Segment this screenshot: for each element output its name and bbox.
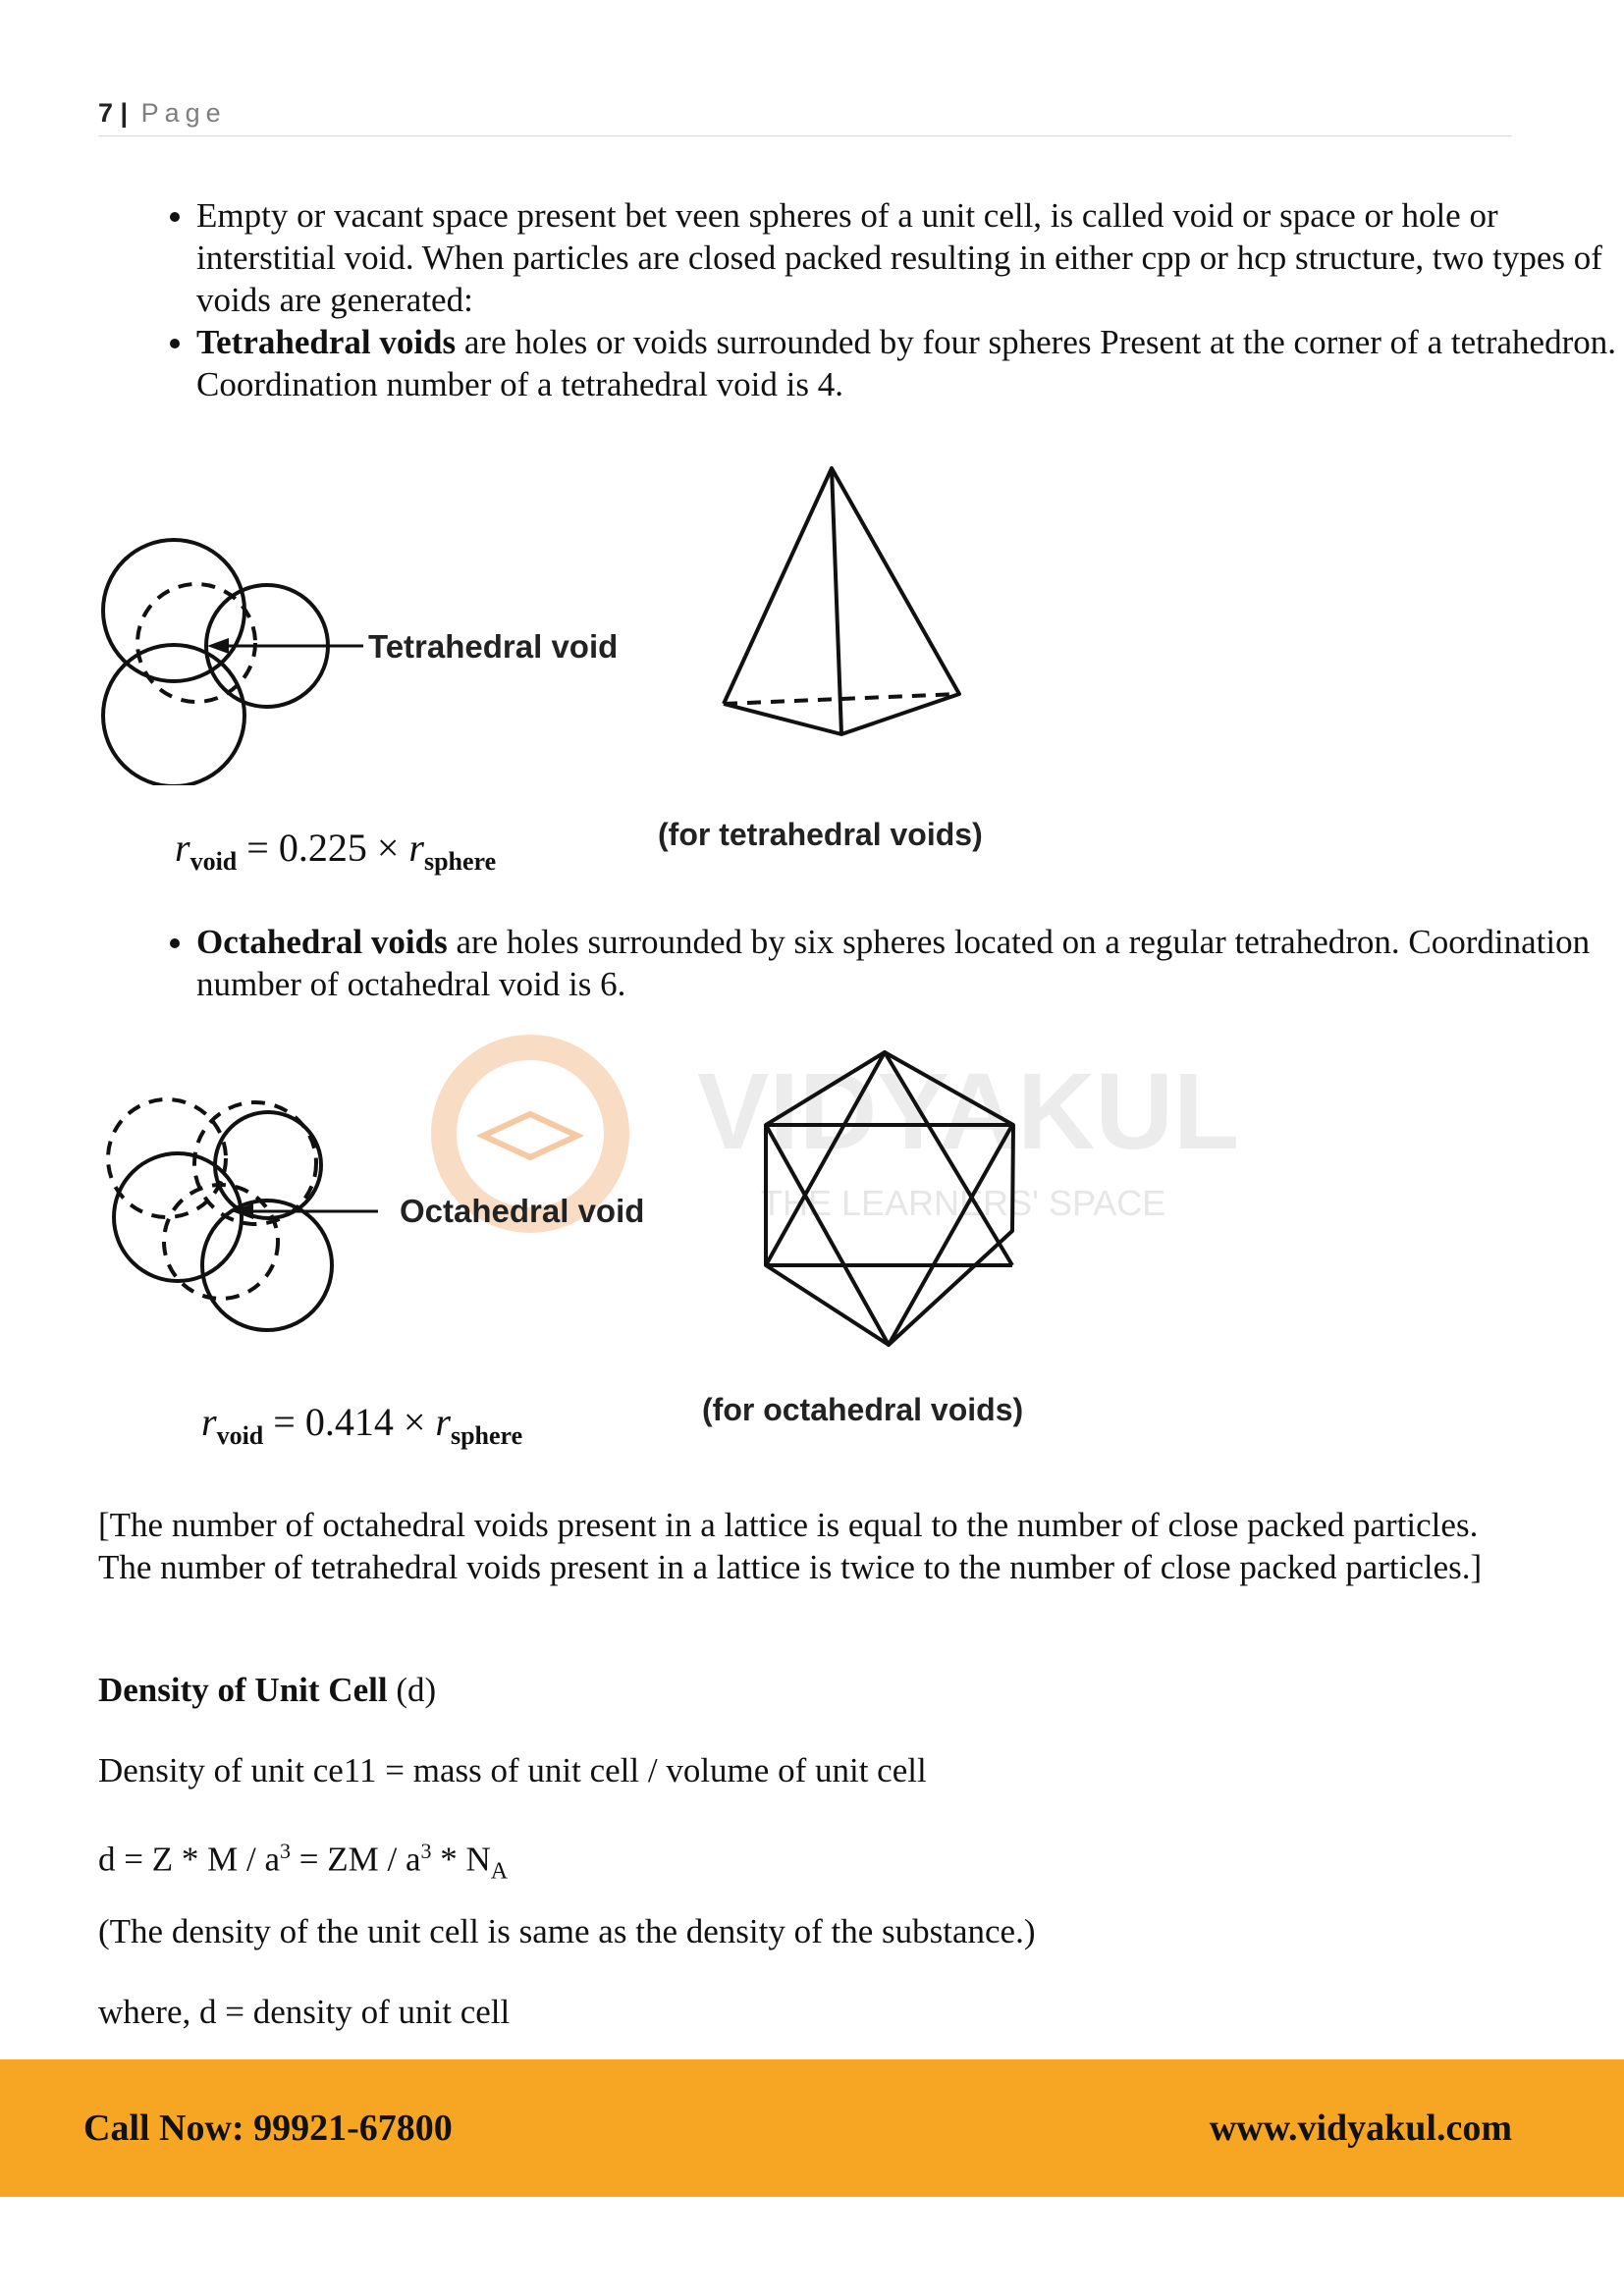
octahedral-void-label: Octahedral void xyxy=(400,1193,645,1229)
formula-r: r xyxy=(201,1400,217,1444)
list-item xyxy=(196,921,1620,1005)
tetrahedral-void-label: Tetrahedral void xyxy=(368,628,619,665)
voids-bullet-list xyxy=(98,194,1620,405)
watermark-tagline: THE LEARNERS' SPACE xyxy=(761,1183,1166,1223)
octahedral-spheres-diagram xyxy=(93,1080,663,1355)
octahedral-formula xyxy=(201,1399,522,1451)
octahedron-diagram xyxy=(751,1041,1026,1355)
formula-r: r xyxy=(175,826,190,870)
formula-sup: 3 xyxy=(420,1839,432,1863)
octahedral-caption: (for octahedral voids) xyxy=(702,1392,1024,1427)
bullet-bold-term: Octahedral voids xyxy=(196,923,448,961)
list-item xyxy=(196,194,1620,321)
formula-part: d = Z * M / a xyxy=(98,1840,280,1879)
bullet-bold-term: Tetrahedral voids xyxy=(196,323,457,361)
bullet-text: are holes or voids surrounded by four spheres Present at the corner of a tetrahedron. Coordination number of a tetrahedral void is 4. xyxy=(196,323,1616,403)
formula-part: = ZM / a xyxy=(291,1840,421,1879)
octahedral-bullet-list xyxy=(98,921,1620,1005)
tetrahedral-formula xyxy=(175,825,496,877)
formula-void-sub: void xyxy=(189,847,238,876)
density-heading-rest: (d) xyxy=(387,1671,437,1709)
bullet-text: Empty or vacant space present bet veen spheres of a unit cell, is called void or space or hole or interstitial void. When particles are closed packed resulting in either cpp or hcp structure, two types of voids are generated: xyxy=(196,196,1602,319)
list-item xyxy=(196,321,1620,405)
page-label: Page xyxy=(140,98,227,128)
density-heading-bold: Density of Unit Cell xyxy=(98,1671,388,1709)
density-note: (The density of the unit cell is same as the density of the substance.) xyxy=(98,1912,1036,1950)
tetrahedral-spheres-diagram xyxy=(93,510,643,785)
formula-rhs: = 0.414 × xyxy=(263,1400,436,1444)
website-link[interactable]: www.vidyakul.com xyxy=(1209,2108,1512,2149)
density-heading xyxy=(98,1669,1532,1711)
formula-rhs: = 0.225 × xyxy=(237,826,409,870)
formula-sphere-sub: sphere xyxy=(450,1421,523,1450)
bullet-text: are holes surrounded by six spheres located on a regular tetrahedron. Coordination number of octahedral void is 6. xyxy=(196,923,1591,1003)
formula-sub: A xyxy=(490,1858,509,1885)
formula-part: * N xyxy=(431,1840,491,1879)
density-definition: Density of unit ce11 = mass of unit cell / volume of unit cell xyxy=(98,1751,927,1789)
formula-void-sub: void xyxy=(216,1421,264,1450)
tetrahedron-diagram xyxy=(712,456,977,751)
page-header xyxy=(98,98,1512,136)
call-now-text: Call Now: 99921-67800 xyxy=(83,2108,453,2149)
formula-sphere-sub: sphere xyxy=(423,847,497,876)
voids-note: [The number of octahedral voids present in a lattice is equal to the number of close packed particles. The number of tetrahedral voids present in a lattice is twice to the number of close packed particles.] xyxy=(98,1506,1483,1586)
page-number: 7 xyxy=(98,98,114,128)
formula-sup: 3 xyxy=(280,1839,291,1863)
header-separator: | xyxy=(120,98,129,128)
tetrahedral-caption: (for tetrahedral voids) xyxy=(658,817,983,852)
watermark-brand: VIDYAKUL xyxy=(697,1051,1240,1172)
footer-banner xyxy=(0,2059,1624,2197)
formula-r2: r xyxy=(408,826,424,870)
where-line: where, d = density of unit cell xyxy=(98,1993,511,2031)
density-formula xyxy=(98,1830,1532,1894)
formula-r2: r xyxy=(435,1400,451,1444)
